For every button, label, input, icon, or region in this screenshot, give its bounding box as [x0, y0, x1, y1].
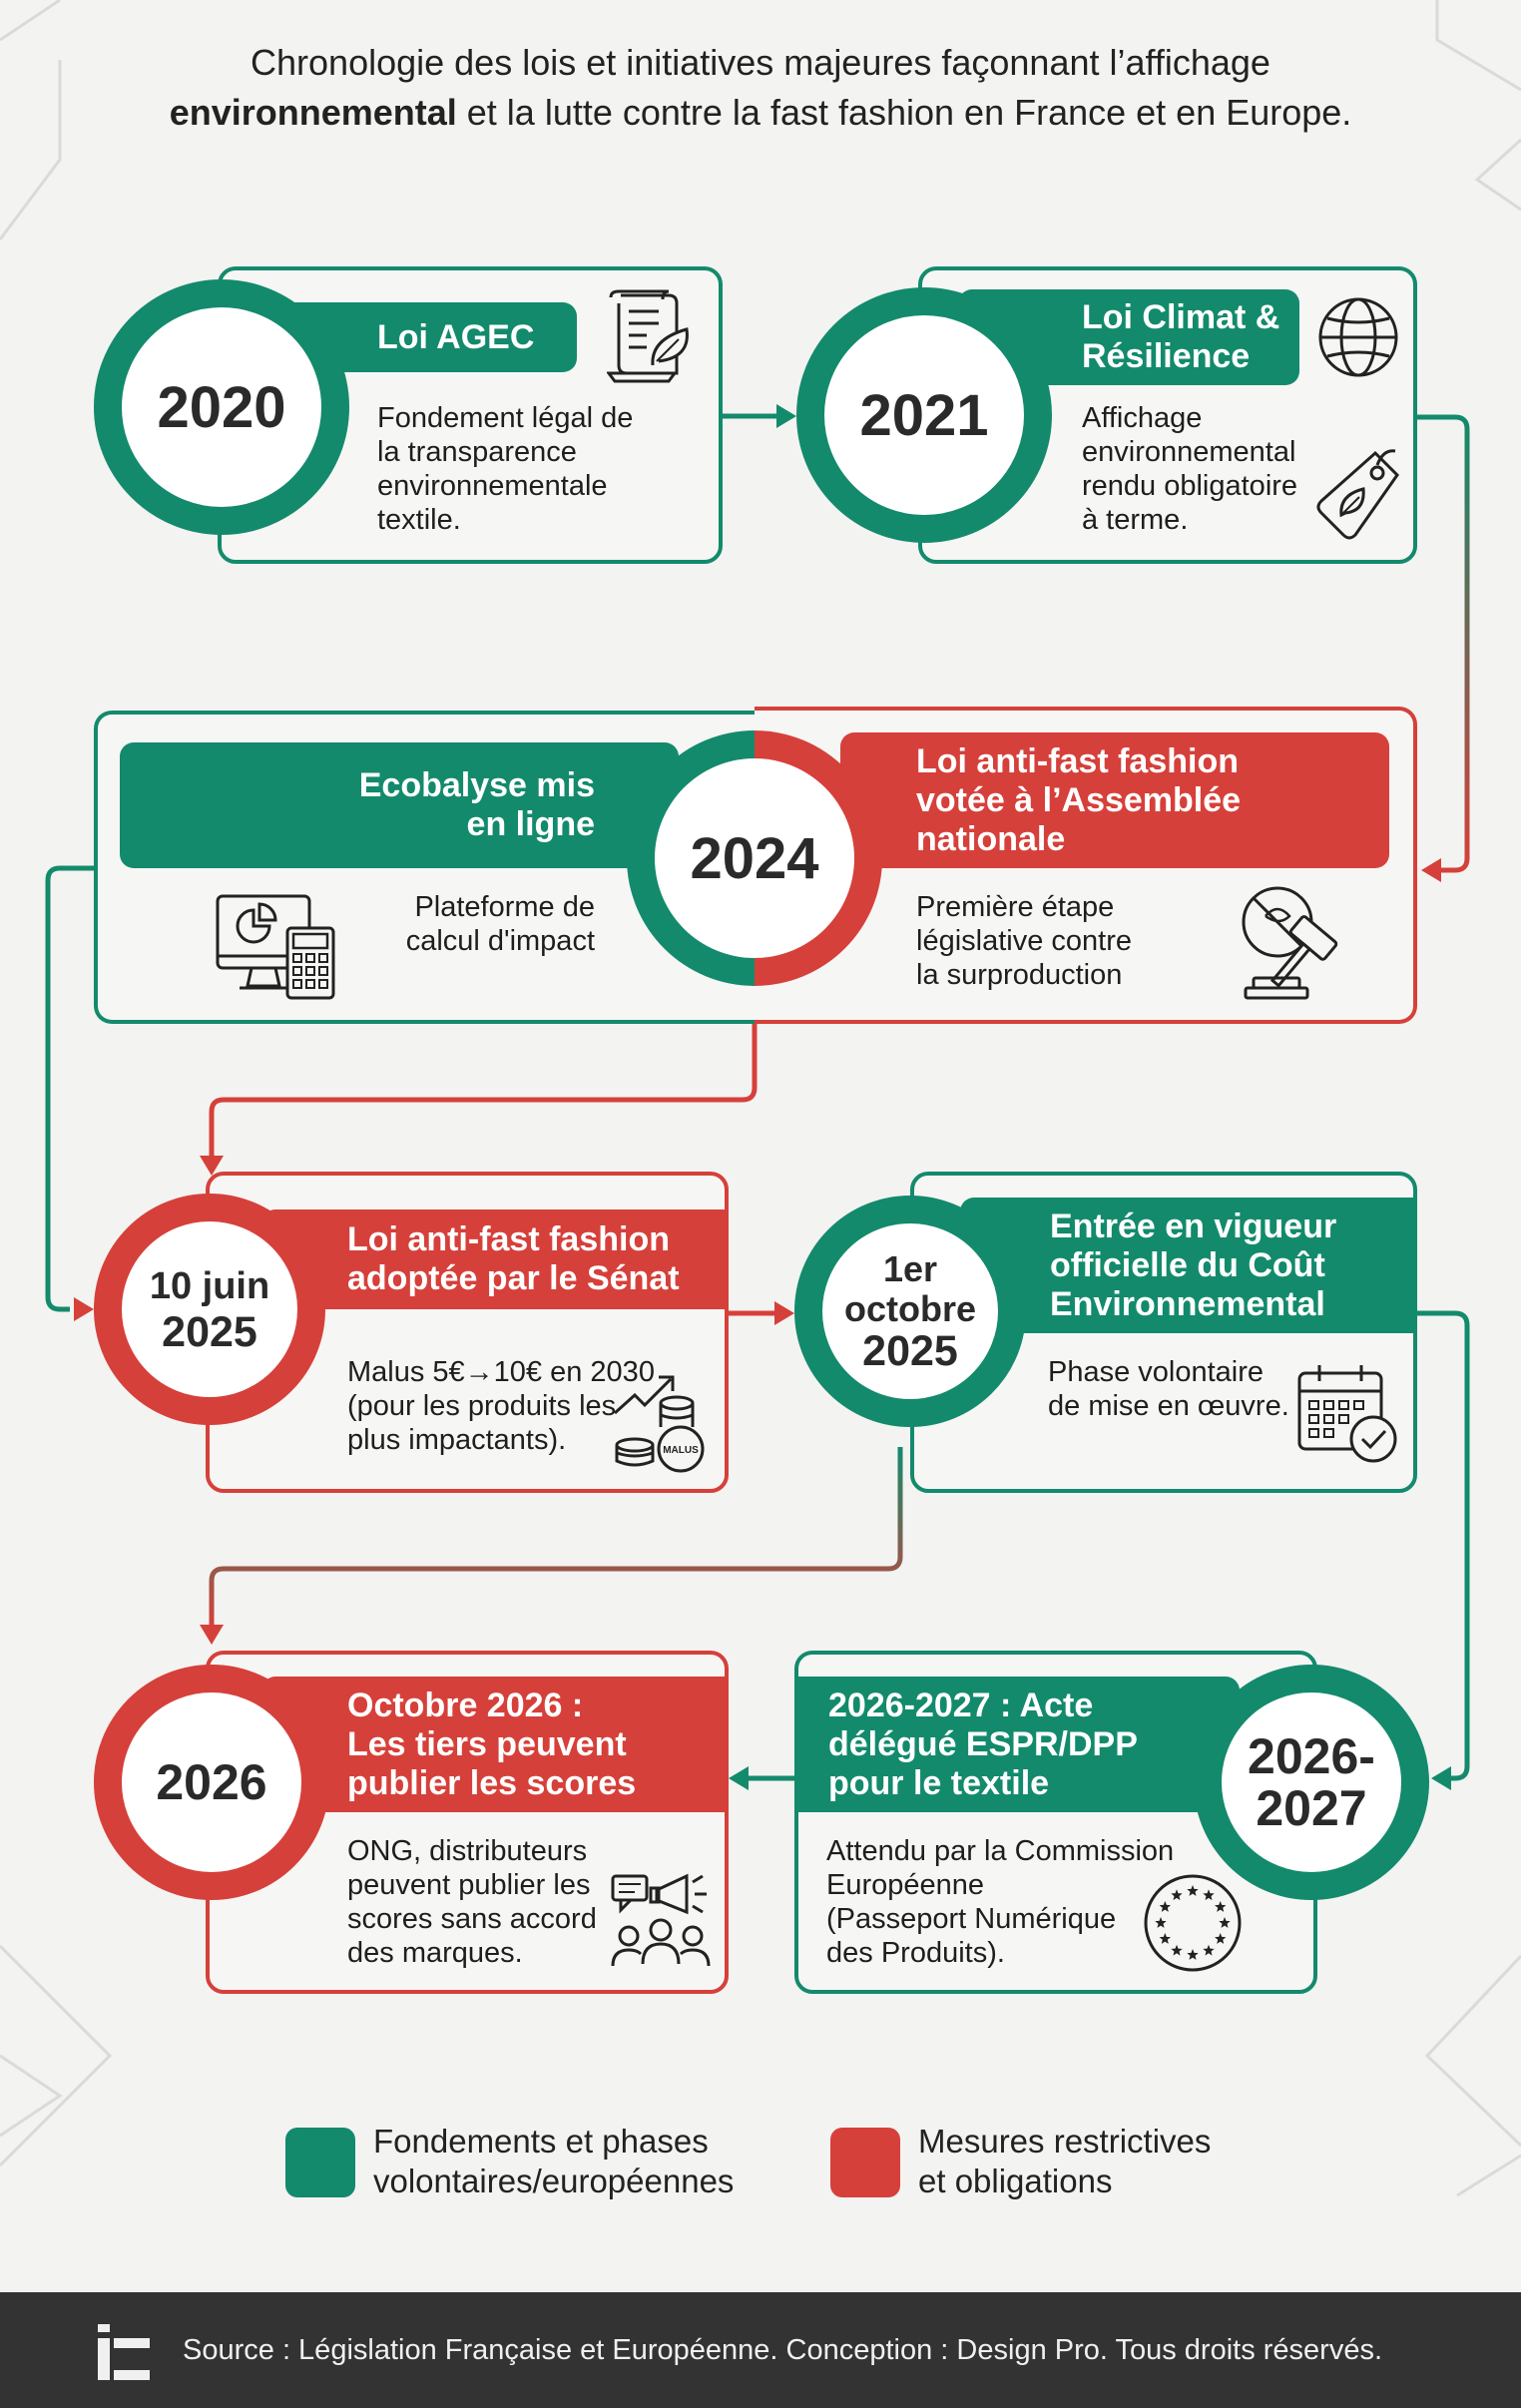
title-line: délégué ESPR/DPP — [828, 1724, 1138, 1763]
milestone-desc-2024-anti-fast-fashion — [916, 890, 1132, 992]
title-line: Loi anti-fast fashion — [916, 741, 1239, 780]
arrow-2026-top — [200, 1625, 224, 1645]
year-badge-2024 — [627, 730, 882, 986]
milestone-desc-2026 — [347, 1834, 597, 1970]
year-text — [1248, 1730, 1375, 1834]
title-line: 2026-2027 : Acte — [828, 1686, 1094, 1724]
year-badge-2025-juin — [94, 1194, 325, 1425]
milestone-title-2025-octobre — [960, 1198, 1417, 1333]
milestone-title-2026-text — [347, 1686, 636, 1803]
milestone-desc-2020 — [377, 401, 633, 537]
title-bold-word: environnemental — [169, 92, 457, 133]
year-text: 2020 — [157, 374, 286, 440]
desc-line: Malus 5€→10€ en 2030 — [347, 1356, 655, 1388]
eu-star — [1203, 1945, 1214, 1956]
title-line: Environnemental — [1050, 1284, 1325, 1323]
desc-line: (pour les produits les — [347, 1390, 617, 1422]
desc-line: textile. — [377, 504, 461, 536]
people-megaphone-icon — [609, 1868, 713, 1972]
title-line: Loi Climat & — [1082, 298, 1280, 336]
desc-line: environnementale — [377, 470, 608, 502]
milestone-desc-2021 — [1082, 401, 1297, 537]
milestone-title-2025-juin — [261, 1209, 729, 1309]
desc-line: ONG, distributeurs — [347, 1835, 588, 1867]
title-line-1: Chronologie des lois et initiatives majeures façonnant l’affichage — [251, 42, 1270, 83]
year-line: 2026- — [1248, 1728, 1375, 1784]
title-line: publier les scores — [347, 1763, 637, 1802]
leaf-tag-icon — [1315, 445, 1403, 541]
desc-line: la surproduction — [916, 959, 1123, 991]
milestone-desc-2025-octobre — [1048, 1355, 1289, 1423]
legend-line: et obligations — [918, 2163, 1113, 2199]
milestone-title-2026-2027 — [794, 1677, 1240, 1812]
desc-line: Première étape — [916, 891, 1115, 923]
arrow-2026-left — [729, 1766, 749, 1790]
desc-line: des marques. — [347, 1937, 523, 1969]
eu-star — [1160, 1933, 1171, 1944]
title-line-2-rest: et la lutte contre la fast fashion en France et en Europe. — [456, 92, 1352, 133]
year-badge-2025-octobre — [794, 1196, 1026, 1427]
eu-star — [1187, 1885, 1198, 1896]
eu-star — [1171, 1945, 1182, 1956]
desc-line: calcul d'impact — [405, 925, 595, 957]
desc-line: de mise en œuvre. — [1048, 1390, 1289, 1422]
desc-line: environnemental — [1082, 436, 1296, 468]
arrow-2026-2027-right — [1431, 1766, 1451, 1790]
desc-line: scores sans accord — [347, 1903, 597, 1935]
arrow-2021 — [776, 404, 796, 428]
eu-star — [1203, 1889, 1214, 1900]
title-line: Loi anti-fast fashion — [347, 1220, 670, 1258]
milestone-title-2026-2027-text — [828, 1686, 1138, 1803]
malus-label: MALUS — [663, 1445, 699, 1456]
year-badge-2026-2027 — [1194, 1665, 1429, 1900]
connector-2024-bottom — [212, 1023, 755, 1158]
year-text — [150, 1263, 269, 1355]
title-line: en ligne — [466, 805, 595, 843]
milestone-title-2021-text — [1082, 298, 1279, 376]
gavel-no-sign-icon — [1236, 882, 1365, 1002]
desc-line: plus impactants). — [347, 1424, 567, 1456]
year-line: 2027 — [1256, 1780, 1367, 1836]
document-leaf-icon — [607, 287, 697, 383]
legend-label-green — [373, 2122, 734, 2201]
milestone-title-2024-anti-fast-fashion — [840, 732, 1389, 868]
year-line: 2025 — [162, 1308, 257, 1356]
connector-octobre-2026-2027 — [1415, 1313, 1467, 1778]
year-text: 2026 — [156, 1754, 267, 1810]
desc-line: des Produits). — [826, 1937, 1005, 1969]
desc-line: Phase volontaire — [1048, 1356, 1265, 1388]
title-line: adoptée par le Sénat — [347, 1259, 680, 1297]
legend-label-red — [918, 2122, 1211, 2201]
title-line: Ecobalyse mis — [358, 766, 595, 804]
desc-line: peuvent publier les — [347, 1869, 591, 1901]
arrow-2024-right — [1421, 858, 1441, 882]
milestone-desc-2025-juin — [347, 1355, 655, 1457]
eu-stars-icon — [1142, 1872, 1244, 1974]
malus-coins-chart-icon — [611, 1365, 715, 1475]
eu-star — [1155, 1917, 1166, 1928]
title-line: Entrée en vigueur — [1050, 1206, 1337, 1245]
milestone-title-2024-ecobalyse — [120, 742, 679, 868]
year-text — [844, 1249, 976, 1373]
legend-swatch-green — [285, 2128, 355, 2197]
milestone-title-anti-fast-fashion-text — [916, 742, 1241, 859]
year-text: 2024 — [690, 825, 819, 891]
desc-line: Plateforme de — [414, 891, 595, 923]
globe-icon — [1315, 294, 1401, 380]
desc-line: la transparence — [377, 436, 577, 468]
year-line: octobre — [843, 1288, 976, 1329]
milestone-desc-2024-ecobalyse — [399, 890, 595, 958]
desc-line: Fondement légal de — [377, 402, 634, 434]
eu-star — [1215, 1901, 1226, 1912]
title-line: pour le textile — [828, 1763, 1050, 1802]
desc-line: Affichage — [1082, 402, 1203, 434]
calendar-check-icon — [1295, 1363, 1401, 1467]
arrow-juin-left — [74, 1297, 94, 1321]
eu-star — [1219, 1917, 1230, 1928]
legend-swatch-red — [830, 2128, 900, 2197]
title-line: Résilience — [1082, 337, 1251, 375]
legend-line: volontaires/européennes — [373, 2163, 735, 2199]
arrow-octobre — [774, 1301, 794, 1325]
milestone-title-2026 — [261, 1677, 729, 1812]
eu-star — [1160, 1901, 1171, 1912]
footer — [0, 2292, 1521, 2408]
connector-2024-left — [48, 868, 96, 1309]
title-line: Octobre 2026 : — [347, 1686, 584, 1724]
year-text: 2021 — [859, 382, 989, 448]
desc-line: rendu obligatoire — [1082, 470, 1298, 502]
desc-line: Européenne — [826, 1869, 985, 1901]
eu-star — [1215, 1933, 1226, 1944]
year-line: 10 juin — [149, 1265, 270, 1307]
connector-2021-2024 — [1415, 417, 1467, 870]
title-line: votée à l’Assemblée — [916, 780, 1242, 819]
milestone-desc-2026-2027 — [826, 1834, 1174, 1970]
year-badge-2024-inner — [655, 758, 854, 958]
desc-line: à terme. — [1082, 504, 1189, 536]
eu-star — [1171, 1889, 1182, 1900]
eu-star — [1187, 1949, 1198, 1960]
milestone-title-octobre-text — [1050, 1207, 1336, 1324]
footer-source-text: Source : Législation Française et Européenne. Conception : Design Pro. Tous droits réservés. — [183, 2334, 1383, 2366]
year-line: 2025 — [862, 1327, 958, 1375]
title-line: nationale — [916, 819, 1066, 858]
year-line: 1er — [882, 1248, 938, 1289]
legend-line: Mesures restrictives — [918, 2123, 1212, 2160]
legend-line: Fondements et phases — [373, 2123, 709, 2160]
title-line: officielle du Coût — [1050, 1245, 1325, 1284]
milestone-title-juin-text — [347, 1220, 680, 1298]
desc-line: législative contre — [916, 925, 1132, 957]
brand-logo-icon — [98, 2324, 150, 2380]
desc-line: (Passeport Numérique — [826, 1903, 1117, 1935]
year-badge-2020 — [94, 279, 349, 535]
milestone-title-ecobalyse-text — [359, 766, 595, 844]
year-badge-2021 — [796, 287, 1052, 543]
milestone-title-2020-text: Loi AGEC — [377, 317, 535, 356]
title-line: Les tiers peuvent — [347, 1724, 627, 1763]
year-badge-2026 — [94, 1665, 329, 1900]
desc-line: Attendu par la Commission — [826, 1835, 1175, 1867]
computer-calculator-icon — [214, 892, 339, 1002]
